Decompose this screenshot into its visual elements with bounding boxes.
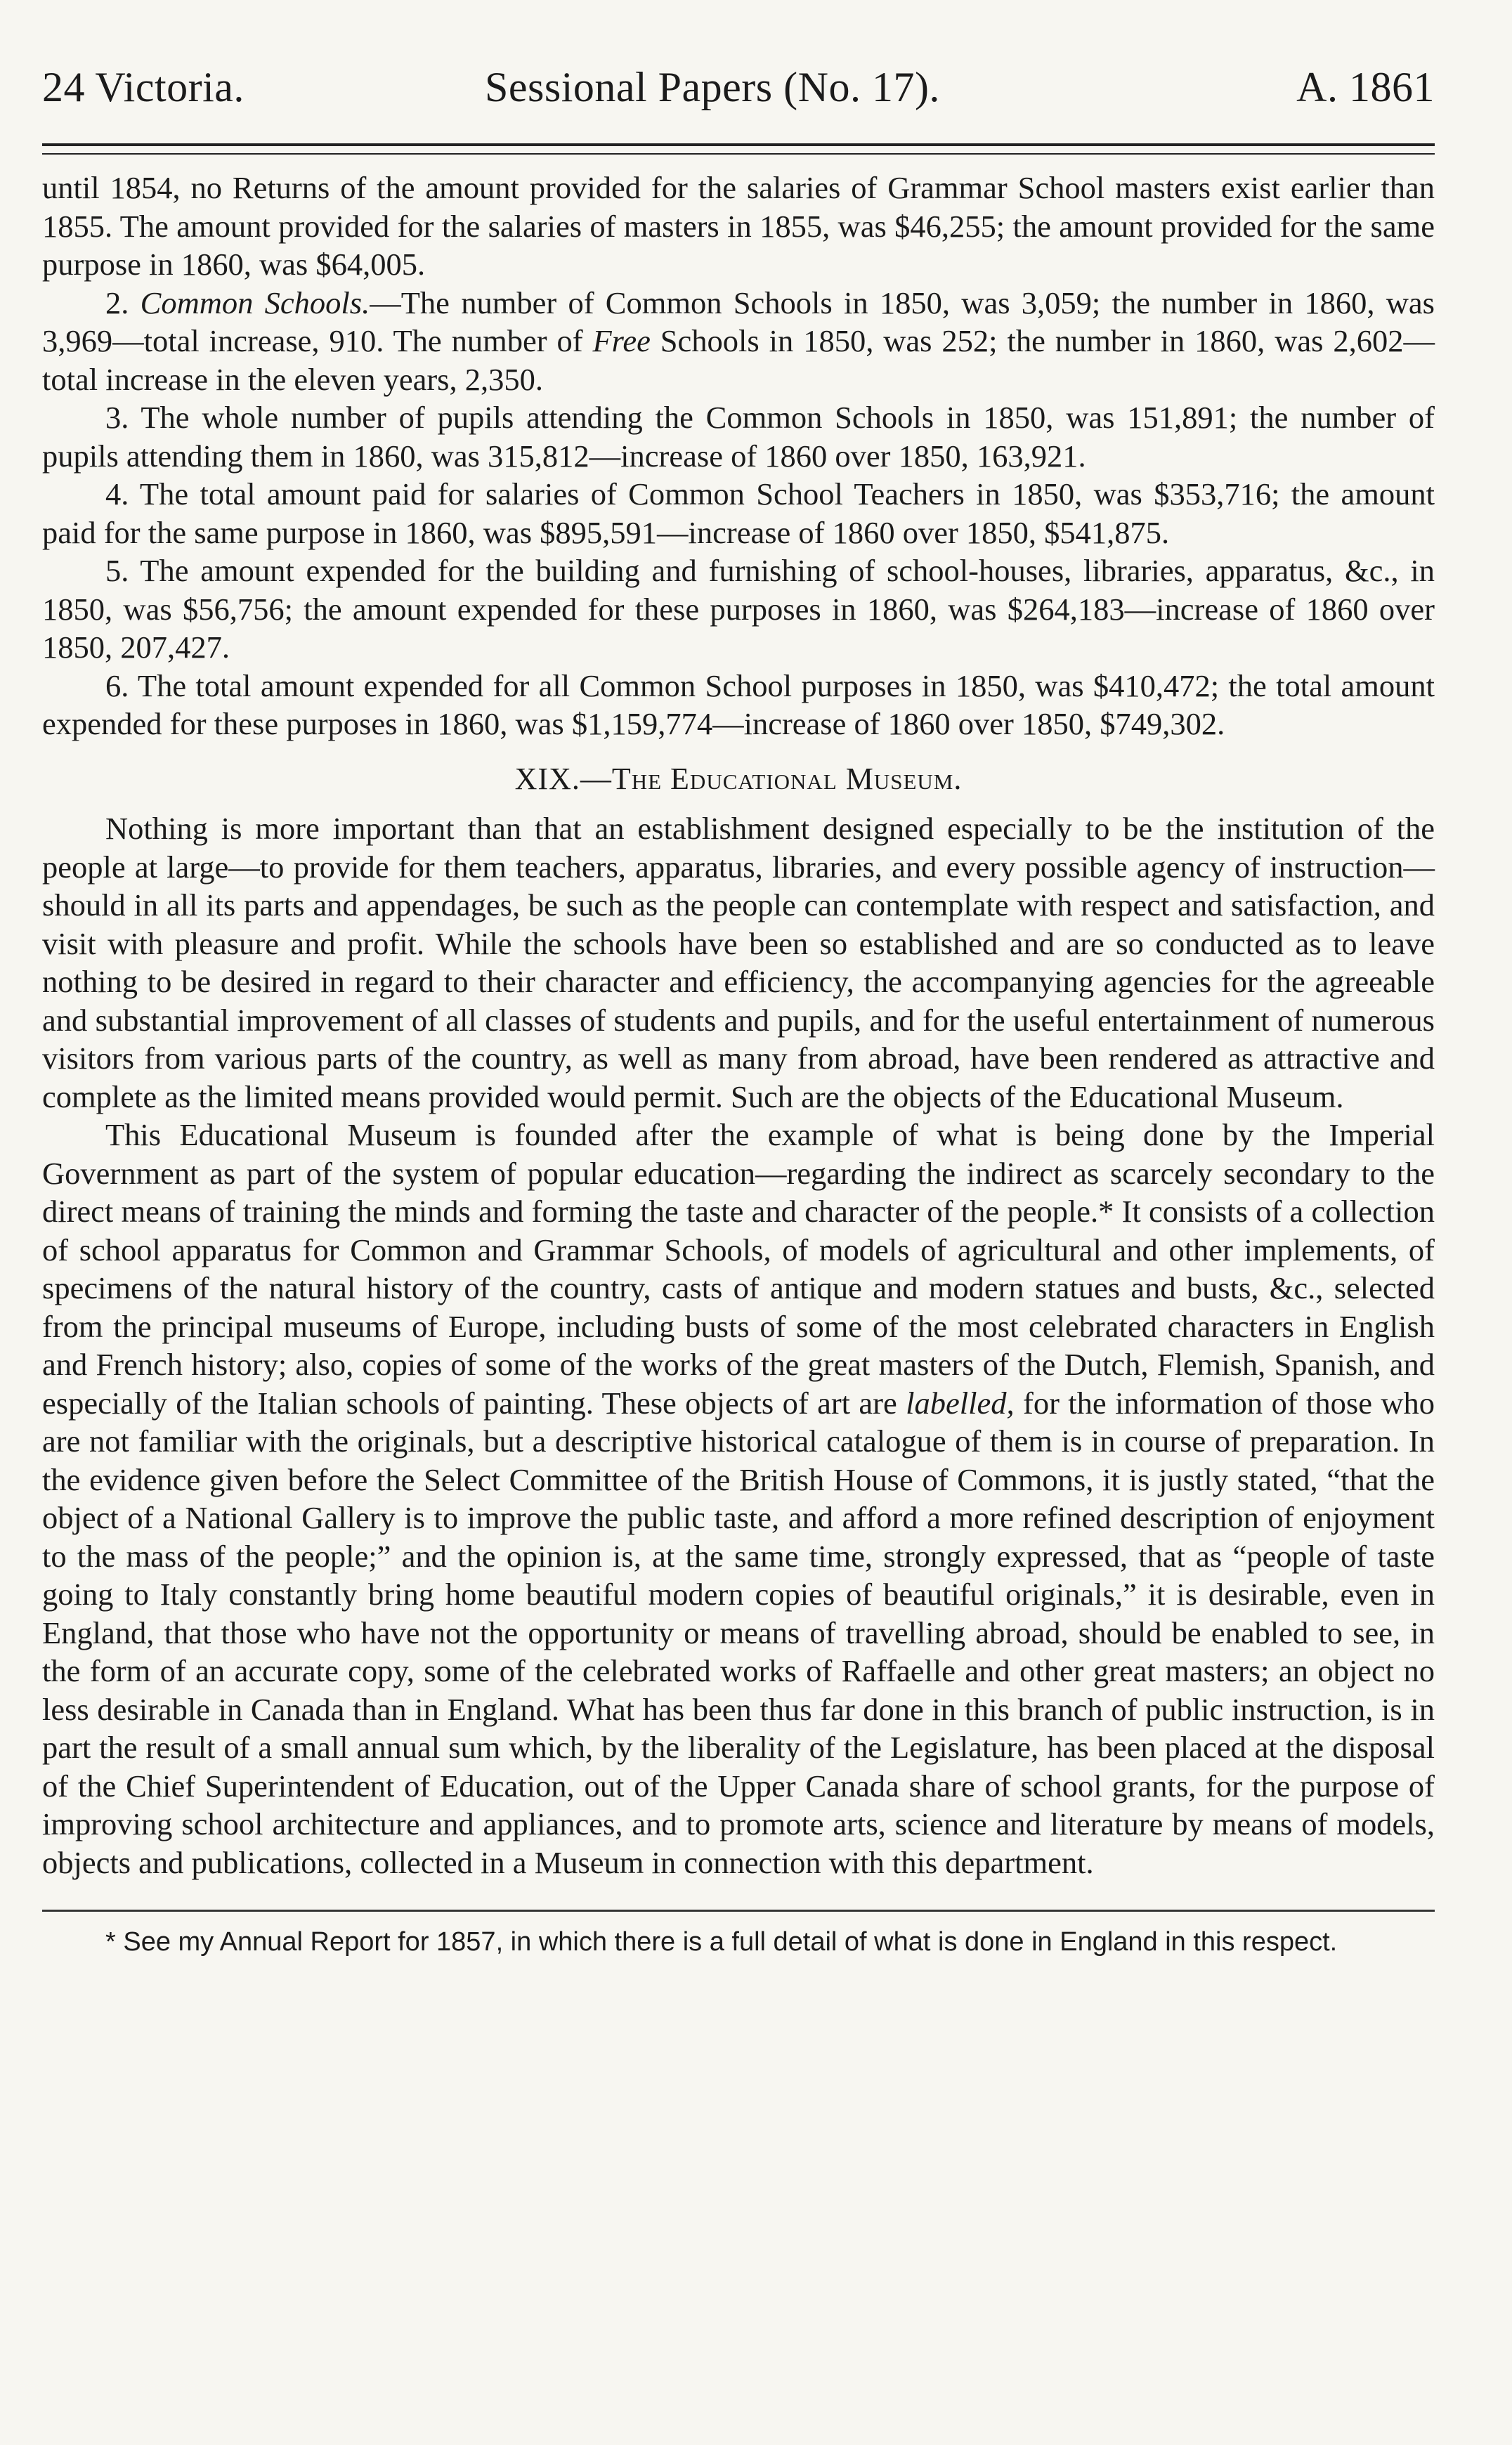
body-text [42, 169, 1435, 1882]
header-title: Sessional Papers (No. 17). [485, 64, 940, 110]
header-session: 24 Victoria. [42, 64, 245, 110]
footnote: * See my Annual Report for 1857, in which there is a full detail of what is done in England in this respect. [105, 1927, 1338, 1957]
paragraph-text: —The number of Common Schools in 1850, was 3,059; the number in 1860, was 3,969—total increase, 910. The number of [42, 285, 1435, 358]
section-heading: XIX.—The Educational Museum. [514, 761, 963, 796]
emphasis-labelled: labelled, [906, 1385, 1015, 1421]
paragraph-museum-founding [42, 1116, 1435, 1882]
running-head [42, 63, 1435, 119]
page [42, 63, 1435, 2403]
paragraph-buildings: 5. The amount expended for the building and furnishing of school-houses, libraries, apparatus, &c., in 1850, was $56,756; the amount expended for these purposes in 1860, was $264,183—increase of 1860 over 1850, 207,427. [42, 553, 1435, 665]
paragraph-museum-purpose: Nothing is more important than that an establishment designed especially to be the institution of the people at large—to provide for them teachers, apparatus, libraries, and every possible agency of instruction—should in all its parts and appendages, be such as the people can contemplate with respect and satisfaction, and visit with pleasure and profit. While the schools have been so established and are so conducted as to leave nothing to be desired in regard to their character and efficiency, the accompanying agencies for the agreeable and substantial improvement of all classes of students and pupils, and for the useful entertainment of numerous visitors from various parts of the country, as well as many from abroad, have been rendered as attractive and complete as the limited means provided would permit. Such are the objects of the Educational Museum. [42, 811, 1435, 1114]
header-year: A. 1861 [1296, 64, 1435, 110]
paragraph-grammar-salaries: until 1854, no Returns of the amount provided for the salaries of Grammar School masters exist earlier than 1855. The amount provided for the salaries of masters in 1855, was $46,255; the amount provided for the same purpose in 1860, was $64,005. [42, 170, 1435, 282]
header-rule [42, 143, 1435, 155]
paragraph-pupils: 3. The whole number of pupils attending the Common Schools in 1850, was 151,891; the number of pupils attending them in 1860, was 315,812—increase of 1860 over 1850, 163,921. [42, 400, 1435, 474]
paragraph-total-expended: 6. The total amount expended for all Common School purposes in 1850, was $410,472; the total amount expended for these purposes in 1860, was $1,159,774—increase of 1860 over 1850, $749,302. [42, 667, 1435, 741]
paragraph-teacher-salaries: 4. The total amount paid for salaries of Common School Teachers in 1850, was $353,716; the amount paid for the same purpose in 1860, was $895,591—increase of 1860 over 1850, $541,875. [42, 476, 1435, 550]
paragraph-common-schools [42, 284, 1435, 399]
paragraph-text: Schools in 1850, was 252; the number in 1860, was 2,602—total increase in the eleven years, 2,350. [42, 323, 1435, 397]
paragraph-number: 2. [105, 285, 141, 320]
emphasis-free: Free [592, 323, 651, 358]
paragraph-text: This Educational Museum is founded after the example of what is being done by the Imperial Government as part of the system of popular education—regarding the indirect as scarcely secondary to the direct means of training the minds and forming the taste and character of the people.* It consists of a collection of school apparatus for Common and Grammar Schools, of models of agricultural and other implements, of specimens of the natural history of the country, casts of antique and modern statues and busts, &c., selected from the principal museums of Europe, including busts of some of the most celebrated characters in English and French history; also, copies of some of the works of the great masters of the Dutch, Flemish, Spanish, and especially of the Italian schools of painting. These objects of art are [42, 1117, 1435, 1421]
paragraph-text: for the information of those who are not familiar with the originals, but a descriptive historical catalogue of them is in course of preparation. In the evidence given before the Select Committee of the British House of Commons, it is justly stated, “that the object of a National Gallery is to improve the public taste, and afford a more refined description of enjoyment to the mass of the people;” and the opinion is, at the same time, strongly expressed, that as “people of taste going to Italy constantly bring home beautiful modern copies of beautiful originals,” it is desirable, even in England, that those who have not the opportunity or means of travelling abroad, should be enabled to see, in the form of an accurate copy, some of the celebrated works of Raffaelle and other great masters; an object no less desirable in Canada than in England. What has been thus far done in this branch of public instruction, is in part the result of a small annual sum which, by the liberality of the Legislature, has been placed at the disposal of the Chief Superintendent of Education, out of the Upper Canada share of school grants, for the purpose of improving school architecture and appliances, and to promote arts, science and literature by means of models, objects and publications, collected in a Museum in connection with this department. [42, 1385, 1435, 1880]
footnote-rule [42, 1910, 1435, 1912]
paragraph-label: Common Schools. [140, 285, 370, 320]
